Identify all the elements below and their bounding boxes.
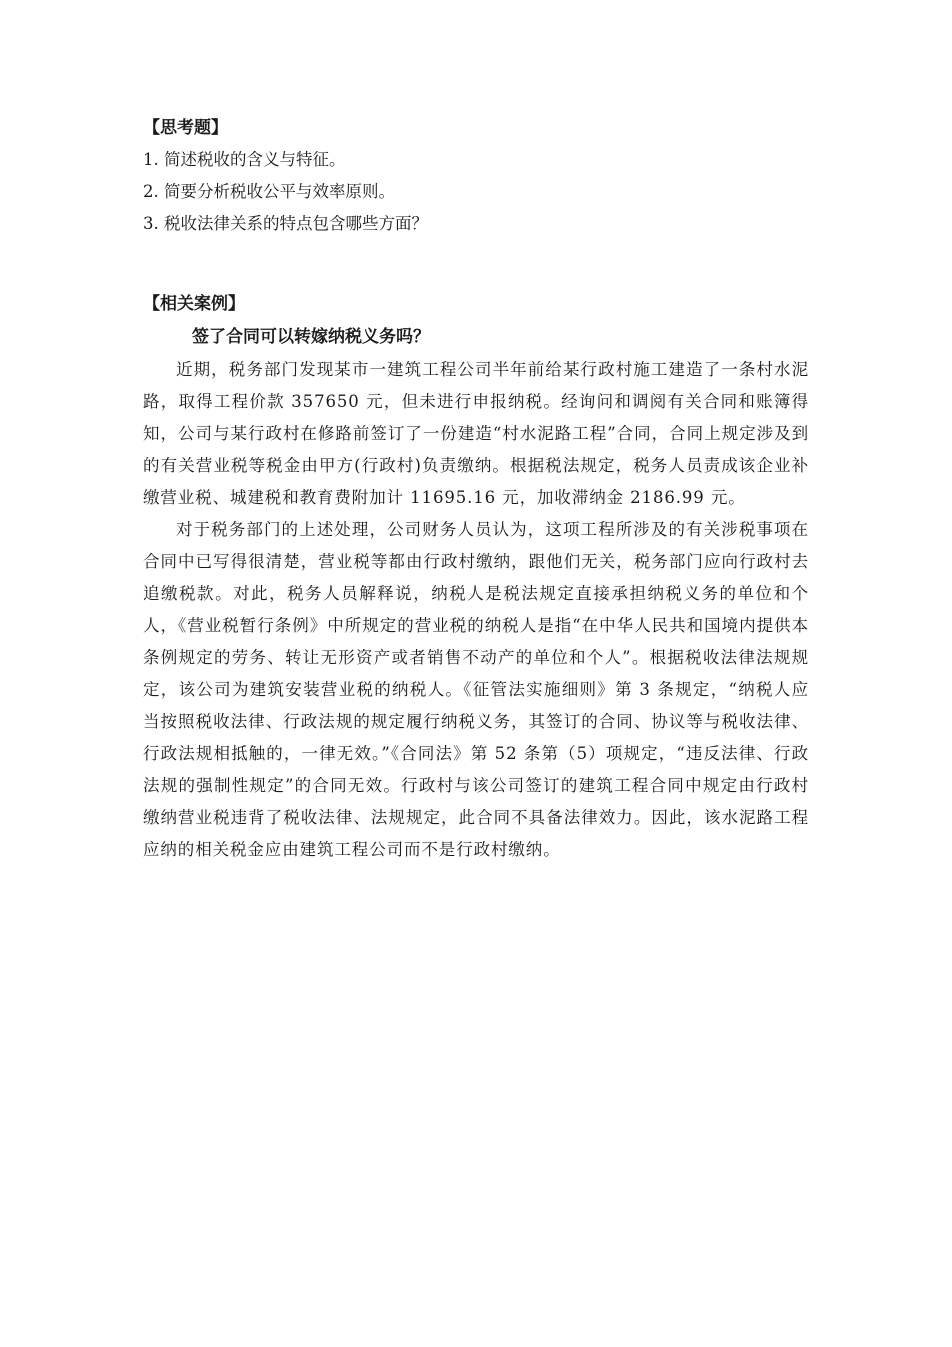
question-item-2: 2. 简要分析税收公平与效率原则。 — [143, 182, 395, 201]
questions-heading: 【思考题】 — [143, 118, 228, 138]
case-paragraph-1: 近期，税务部门发现某市一建筑工程公司半年前给某行政村施工建造了一条村水泥路，取得工程价款 357650 元，但未进行申报纳税。经询问和调阅有关合同和账簿得知，公司与某行政村在修路前签订了一份建造“村水泥路工程”合同，合同上规定涉及到的有关营业税等税金由甲方(行政村)负责缴纳。根据税法规定，税务人员责成该企业补缴营业税、城建税和教育费附加计 11695.16 元，加收滞纳金 2186.99 元。 — [143, 360, 809, 507]
case-paragraph-2: 对于税务部门的上述处理，公司财务人员认为，这项工程所涉及的有关涉税事项在合同中已写得很清楚，营业税等都由行政村缴纳，跟他们无关，税务部门应向行政村去追缴税款。对此，税务人员解释说，纳税人是税法规定直接承担纳税义务的单位和个人，《营业税暂行条例》中所规定的营业税的纳税人是指“在中华人民共和国境内提供本条例规定的劳务、转让无形资产或者销售不动产的单位和个人”。根据税收法律法规规定，该公司为建筑安装营业税的纳税人。《征管法实施细则》第 3 条规定，“纳税人应当按照税收法律、行政法规的规定履行纳税义务，其签订的合同、协议等与税收法律、行政法规相抵触的，一律无效。”《合同法》第 52 条第（5）项规定，“违反法律、行政法规的强制性规定”的合同无效。行政村与该公司签订的建筑工程合同中规定由行政村缴纳营业税违背了税收法律、法规规定，此合同不具备法律效力。因此，该水泥路工程应纳的相关税金应由建筑工程公司而不是行政村缴纳。 — [143, 520, 809, 859]
section-spacer — [143, 240, 809, 288]
question-item-1: 1. 简述税收的含义与特征。 — [143, 150, 346, 169]
case-heading: 【相关案例】 — [143, 294, 245, 314]
document-page — [143, 112, 809, 866]
case-title: 签了合同可以转嫁纳税义务吗？ — [192, 327, 430, 347]
question-item-3: 3. 税收法律关系的特点包含哪些方面？ — [143, 214, 428, 233]
